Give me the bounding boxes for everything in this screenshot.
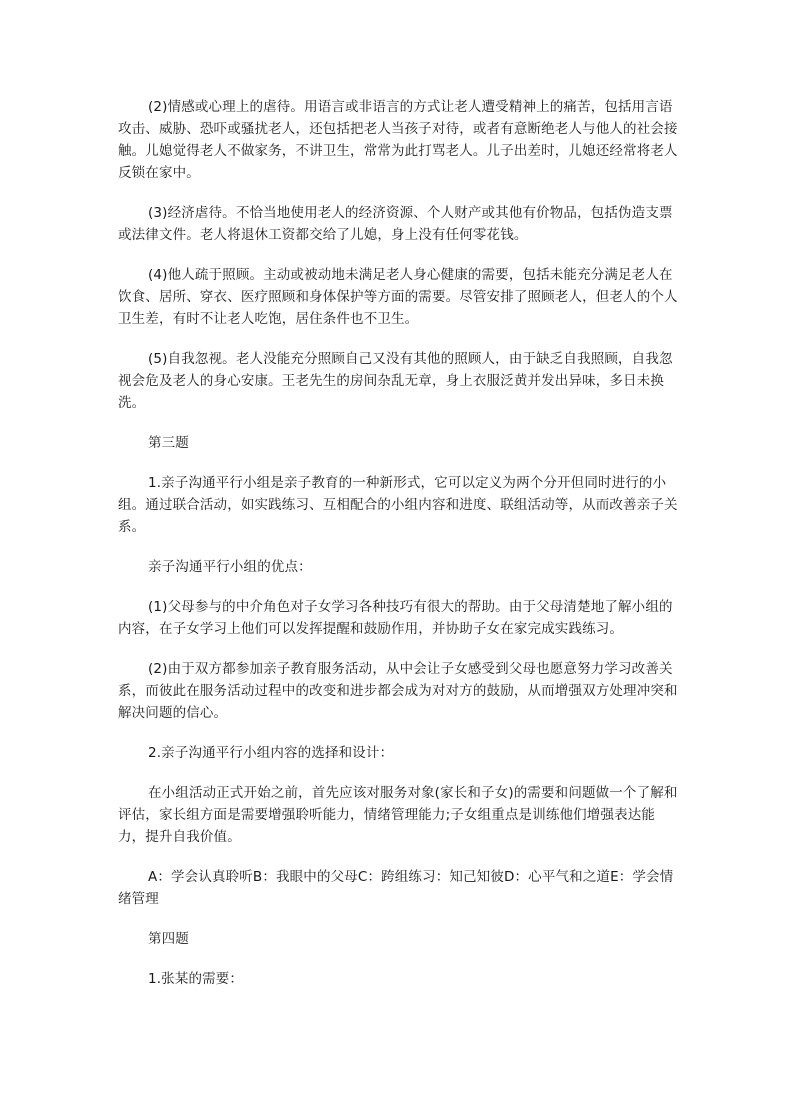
heading-question-3: 第三题 (148, 435, 189, 451)
paragraph-advantage-1: (1)父母参与的中介角色对子女学习各种技巧有很大的帮助。由于父母清楚地了解小组的内容，在子女学习上他们可以发挥提醒和鼓励作用，并协助子女在家完成实践练习。 (118, 599, 673, 637)
paragraph-parallel-group-definition: 1.亲子沟通平行小组是亲子教育的一种新形式，它可以定义为两个分开但同时进行的小组。通过联合活动，如实践练习、互相配合的小组内容和进度、联组活动等，从而改善亲子关系。 (118, 475, 678, 535)
paragraph-design-content: 在小组活动正式开始之前，首先应该对服务对象(家长和子女)的需要和问题做一个了解和评估，家长组方面是需要增强聆听能力，情绪管理能力;子女组重点是训练他们增强表达能力，提升自我价值。 (118, 785, 678, 845)
paragraph-self-neglect: (5)自我忽视。老人没能充分照顾自己又没有其他的照顾人，由于缺乏自我照顾，自我忽视会危及老人的身心安康。王老先生的房间杂乱无章，身上衣服泛黄并发出异味，多日未换洗。 (118, 351, 673, 411)
paragraph-zhang-needs: 1.张某的需要： (148, 971, 244, 987)
paragraph-session-list: A：学会认真聆听B：我眼中的父母C：跨组练习：知己知彼D：心平气和之道E：学会情绪管理 (118, 869, 674, 907)
paragraph-design-title: 2.亲子沟通平行小组内容的选择和设计： (148, 745, 394, 761)
paragraph-advantages-title: 亲子沟通平行小组的优点： (148, 559, 312, 575)
paragraph-economic-abuse: (3)经济虐待。不恰当地使用老人的经济资源、个人财产或其他有价物品，包括伪造支票或法律文件。老人将退休工资都交给了儿媳，身上没有任何零花钱。 (118, 205, 673, 243)
paragraph-neglect: (4)他人疏于照顾。主动或被动地未满足老人身心健康的需要，包括未能充分满足老人在饮食、居所、穿衣、医疗照顾和身体保护等方面的需要。尽管安排了照顾老人，但老人的个人卫生差，有时不让老人吃饱，居住条件也不卫生。 (118, 267, 678, 327)
heading-question-4: 第四题 (148, 931, 189, 947)
paragraph-advantage-2: (2)由于双方都参加亲子教育服务活动，从中会让子女感受到父母也愿意努力学习改善关系，而彼此在服务活动过程中的改变和进步都会成为对对方的鼓励，从而增强双方处理冲突和解决问题的信心。 (118, 661, 678, 721)
paragraph-emotional-abuse: (2)情感或心理上的虐待。用语言或非语言的方式让老人遭受精神上的痛苦，包括用言语攻击、威胁、恐吓或骚扰老人，还包括把老人当孩子对待，或者有意断绝老人与他人的社会接触。儿媳觉得老人不做家务，不讲卫生，常常为此打骂老人。儿子出差时，儿媳还经常将老人反锁在家中。 (118, 99, 678, 181)
